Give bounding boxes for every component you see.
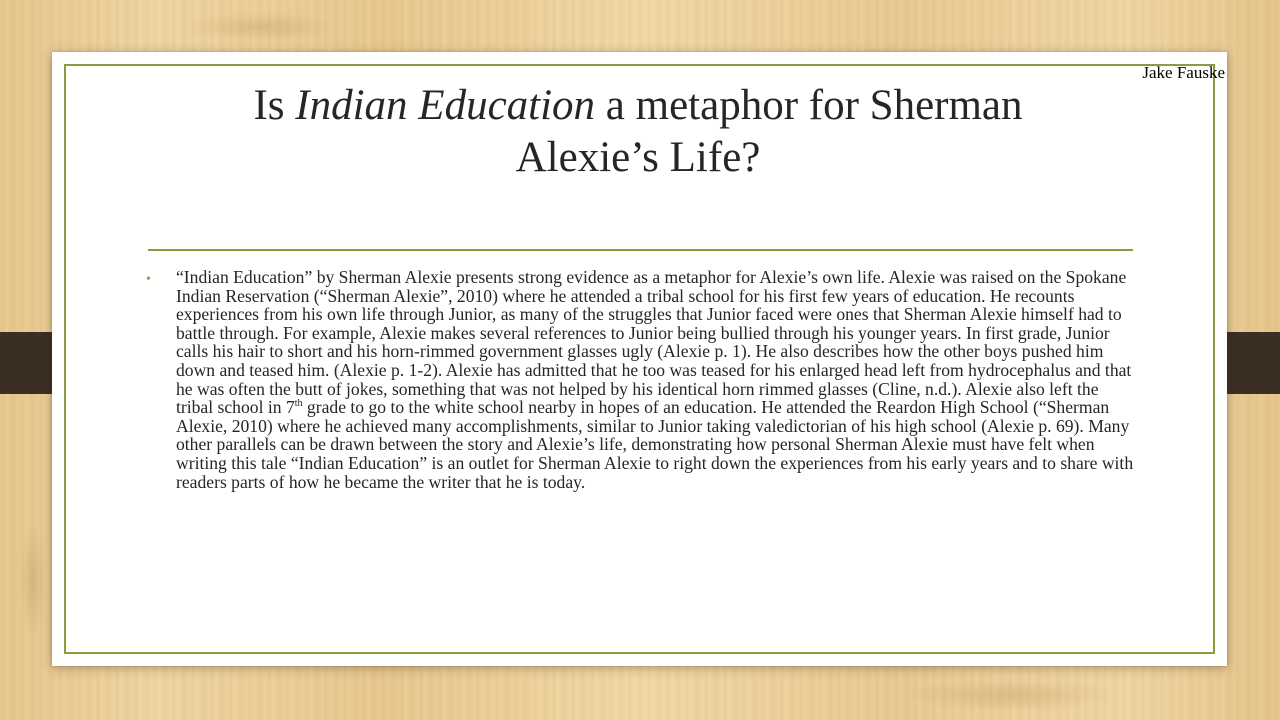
body-paragraph bbox=[146, 267, 1134, 492]
body-text-part2: grade to go to the white school nearby in hopes of an education. He attended the Reardon High School (“Sherman Alexie, 2010) where he achieved many accomplishments, similar to Junior taking valedictorian of his high school (Alexie p. 69). Many other parallels can be drawn between the story and Alexie’s life, demonstrating how personal Sherman Alexie must have felt when writing this tale “Indian Education” is an outlet for Sherman Alexie to right down the experiences from his early years and to share with readers parts of how he became the writer that he is today. bbox=[176, 397, 1134, 492]
author-name: Jake Fauske bbox=[1142, 63, 1225, 82]
slide-paper bbox=[52, 52, 1227, 666]
title-text-1: Is bbox=[253, 82, 296, 129]
wood-grain-knot bbox=[20, 520, 46, 640]
title-text-2: a metaphor for Sherman bbox=[595, 82, 1023, 129]
body-text-part1: “Indian Education” by Sherman Alexie presents strong evidence as a metaphor for Alexie’s own life. Alexie was raised on the Spokane Indian Reservation (“Sherman Alexie”, 2010) where he attended a tribal school for his first few years of education. He recounts experiences from his own life through Junior, as many of the struggles that Junior faced were ones that Sherman Alexie himself had to battle through. For example, Alexie makes several references to Junior being bullied through his younger years. In first grade, Junior calls his hair to short and his horn-rimmed government glasses ugly (Alexie p. 1). He also describes how the other boys pushed him down and teased him. (Alexie p. 1-2). Alexie has admitted that he too was teased for his enlarged head left from hydrocephalus and that he was often the butt of jokes, something that was not helped by his identical horn rimmed glasses (Cline, n.d.). Alexie also left the tribal school in 7 bbox=[176, 267, 1132, 418]
body-superscript: th bbox=[294, 398, 303, 410]
bullet-icon: • bbox=[146, 272, 151, 287]
wood-grain-knot bbox=[180, 12, 340, 42]
wood-grain-knot bbox=[900, 678, 1120, 712]
left-strap bbox=[0, 332, 58, 394]
title-italic-text: Indian Education bbox=[295, 82, 596, 129]
slide-title bbox=[148, 80, 1128, 184]
title-text-line2: Alexie’s Life? bbox=[515, 134, 761, 181]
title-divider bbox=[148, 249, 1133, 251]
